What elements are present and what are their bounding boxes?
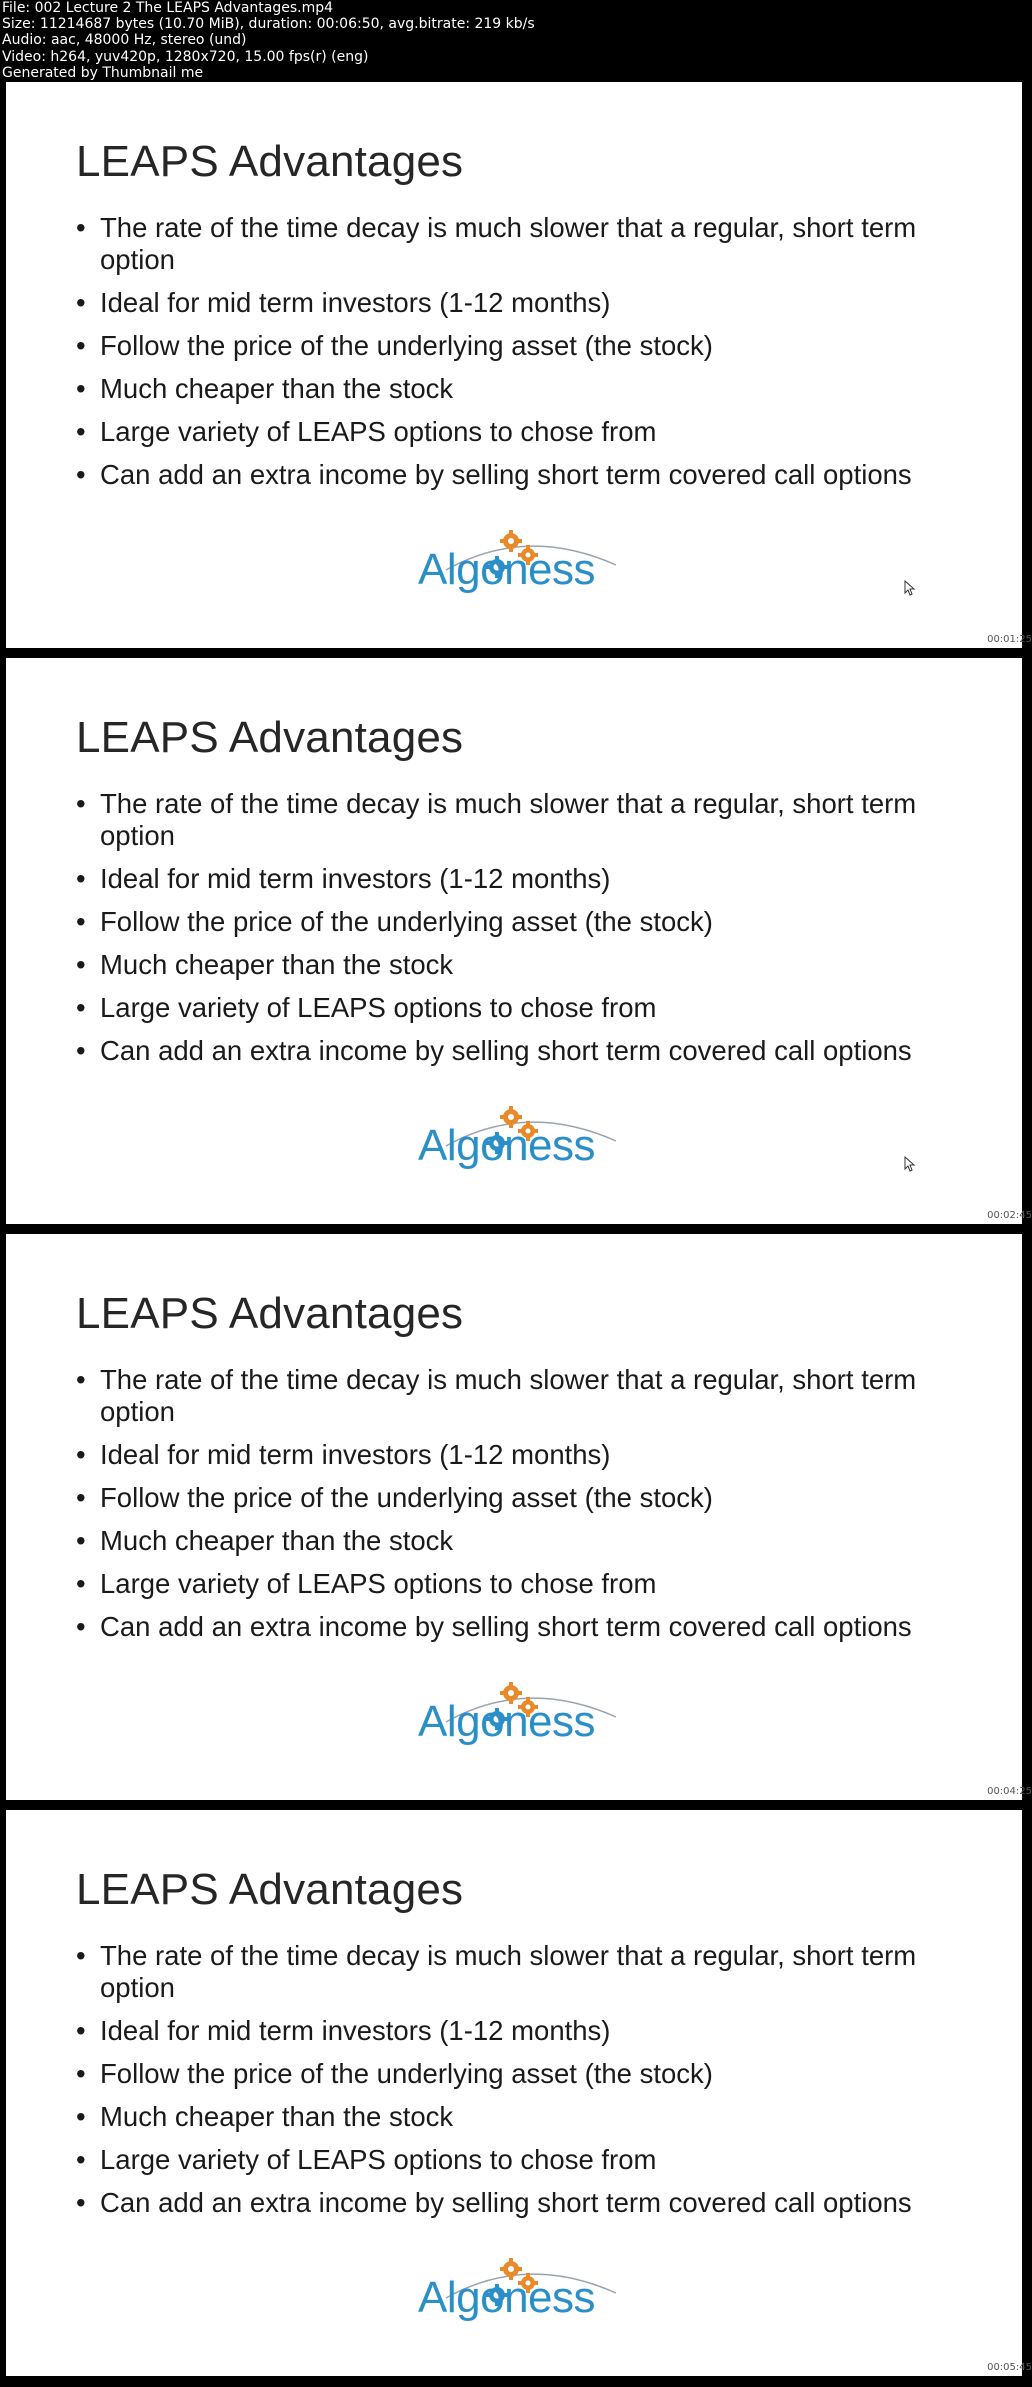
bullet-item — [76, 1525, 956, 1557]
slide-title: LEAPS Advantages — [76, 1289, 464, 1338]
mouse-cursor-icon — [904, 1156, 916, 1172]
bullet-list — [76, 1940, 956, 2230]
bullet-item — [76, 949, 956, 981]
bullet-text: The rate of the time decay is much slower that a regular, short term option — [100, 1364, 917, 1427]
bullet-item — [76, 1439, 956, 1471]
bullet-item — [76, 992, 956, 1024]
bullet-list — [76, 788, 956, 1078]
logo-text: Algoness — [418, 1121, 596, 1170]
bullet-text: The rate of the time decay is much slower that a regular, short term option — [100, 1940, 917, 2003]
bullet-icon: • — [76, 416, 86, 447]
bullet-item — [76, 2187, 956, 2219]
bullet-icon: • — [76, 2101, 86, 2132]
bullet-icon: • — [76, 863, 86, 894]
frame-timestamp: 00:02:45 — [987, 1210, 1032, 1221]
bullet-icon: • — [76, 1525, 86, 1556]
bullet-item — [76, 416, 956, 448]
video-info-header — [0, 0, 1024, 82]
bullet-icon: • — [76, 1568, 86, 1599]
bullet-icon: • — [76, 1364, 86, 1395]
bullet-item — [76, 1940, 956, 2004]
audio-info-line: Audio: aac, 48000 Hz, stereo (und) — [2, 32, 247, 49]
bullet-icon: • — [76, 1439, 86, 1470]
frame-timestamp: 00:04:25 — [987, 1786, 1032, 1797]
slide-title: LEAPS Advantages — [76, 713, 464, 762]
bullet-text: Follow the price of the underlying asset (the stock) — [100, 1482, 713, 1513]
bullet-text: Can add an extra income by selling short term covered call options — [100, 1611, 912, 1642]
video-info-line: Video: h264, yuv420p, 1280x720, 15.00 fps(r) (eng) — [2, 48, 369, 65]
slide-title: LEAPS Advantages — [76, 137, 464, 186]
mouse-cursor-icon — [904, 580, 916, 596]
bullet-icon: • — [76, 1940, 86, 1971]
bullet-list — [76, 212, 956, 502]
bullet-item — [76, 287, 956, 319]
bullet-list — [76, 1364, 956, 1654]
bullet-item — [76, 2144, 956, 2176]
bullet-item — [76, 459, 956, 491]
video-frame-4 — [6, 1810, 1022, 2376]
bullet-icon: • — [76, 992, 86, 1023]
file-info-line: File: 002 Lecture 2 The LEAPS Advantages.mp4 — [2, 0, 334, 16]
video-frame-1 — [6, 82, 1022, 648]
bullet-text: Much cheaper than the stock — [100, 2101, 454, 2132]
bullet-text: Large variety of LEAPS options to chose from — [100, 992, 657, 1023]
bullet-item — [76, 1364, 956, 1428]
size-info-line: Size: 11214687 bytes (10.70 MiB), duration: 00:06:50, avg.bitrate: 219 kb/s — [2, 16, 535, 33]
bullet-text: Follow the price of the underlying asset (the stock) — [100, 330, 713, 361]
slide-title: LEAPS Advantages — [76, 1865, 464, 1914]
bullet-item — [76, 863, 956, 895]
bullet-icon: • — [76, 1482, 86, 1513]
algoness-logo — [6, 1101, 1022, 1181]
bullet-text: Can add an extra income by selling short term covered call options — [100, 1035, 912, 1066]
video-frame-2 — [6, 658, 1022, 1224]
logo-text: Algoness — [418, 2273, 596, 2322]
bullet-text: Large variety of LEAPS options to chose from — [100, 2144, 657, 2175]
bullet-item — [76, 906, 956, 938]
bullet-text: Much cheaper than the stock — [100, 1525, 454, 1556]
bullet-item — [76, 212, 956, 276]
logo-text: Algoness — [418, 1697, 596, 1746]
bullet-icon: • — [76, 330, 86, 361]
bullet-text: Follow the price of the underlying asset (the stock) — [100, 2058, 713, 2089]
bullet-text: Ideal for mid term investors (1-12 months) — [100, 863, 611, 894]
bullet-text: Ideal for mid term investors (1-12 months) — [100, 287, 611, 318]
bullet-text: Large variety of LEAPS options to chose from — [100, 416, 657, 447]
bullet-text: Much cheaper than the stock — [100, 949, 454, 980]
bullet-icon: • — [76, 949, 86, 980]
frame-timestamp: 00:01:25 — [987, 634, 1032, 645]
bullet-item — [76, 1611, 956, 1643]
bullet-item — [76, 1568, 956, 1600]
bullet-item — [76, 330, 956, 362]
logo-text: Algoness — [418, 545, 596, 594]
bullet-icon: • — [76, 788, 86, 819]
bullet-icon: • — [76, 459, 86, 490]
algoness-logo — [6, 525, 1022, 605]
bullet-text: The rate of the time decay is much slower that a regular, short term option — [100, 788, 917, 851]
bullet-text: Large variety of LEAPS options to chose from — [100, 1568, 657, 1599]
algoness-logo — [6, 1677, 1022, 1757]
bullet-text: Ideal for mid term investors (1-12 months) — [100, 1439, 611, 1470]
bullet-text: The rate of the time decay is much slower that a regular, short term option — [100, 212, 917, 275]
bullet-item — [76, 2015, 956, 2047]
bullet-text: Ideal for mid term investors (1-12 months) — [100, 2015, 611, 2046]
bullet-icon: • — [76, 2144, 86, 2175]
bullet-icon: • — [76, 287, 86, 318]
bullet-icon: • — [76, 2058, 86, 2089]
bullet-item — [76, 1035, 956, 1067]
bullet-icon: • — [76, 2015, 86, 2046]
frame-timestamp: 00:05:45 — [987, 2362, 1032, 2373]
bullet-text: Follow the price of the underlying asset (the stock) — [100, 906, 713, 937]
bullet-item — [76, 1482, 956, 1514]
bullet-icon: • — [76, 1611, 86, 1642]
thumbnail-grid — [0, 82, 1032, 2387]
bullet-icon: • — [76, 1035, 86, 1066]
bullet-icon: • — [76, 906, 86, 937]
bullet-icon: • — [76, 212, 86, 243]
generator-info-line: Generated by Thumbnail me — [2, 64, 204, 81]
bullet-text: Can add an extra income by selling short term covered call options — [100, 459, 912, 490]
bullet-item — [76, 788, 956, 852]
bullet-text: Much cheaper than the stock — [100, 373, 454, 404]
bullet-icon: • — [76, 373, 86, 404]
bullet-item — [76, 2058, 956, 2090]
video-frame-3 — [6, 1234, 1022, 1800]
bullet-text: Can add an extra income by selling short term covered call options — [100, 2187, 912, 2218]
algoness-logo — [6, 2253, 1022, 2333]
bullet-icon: • — [76, 2187, 86, 2218]
bullet-item — [76, 2101, 956, 2133]
bullet-item — [76, 373, 956, 405]
